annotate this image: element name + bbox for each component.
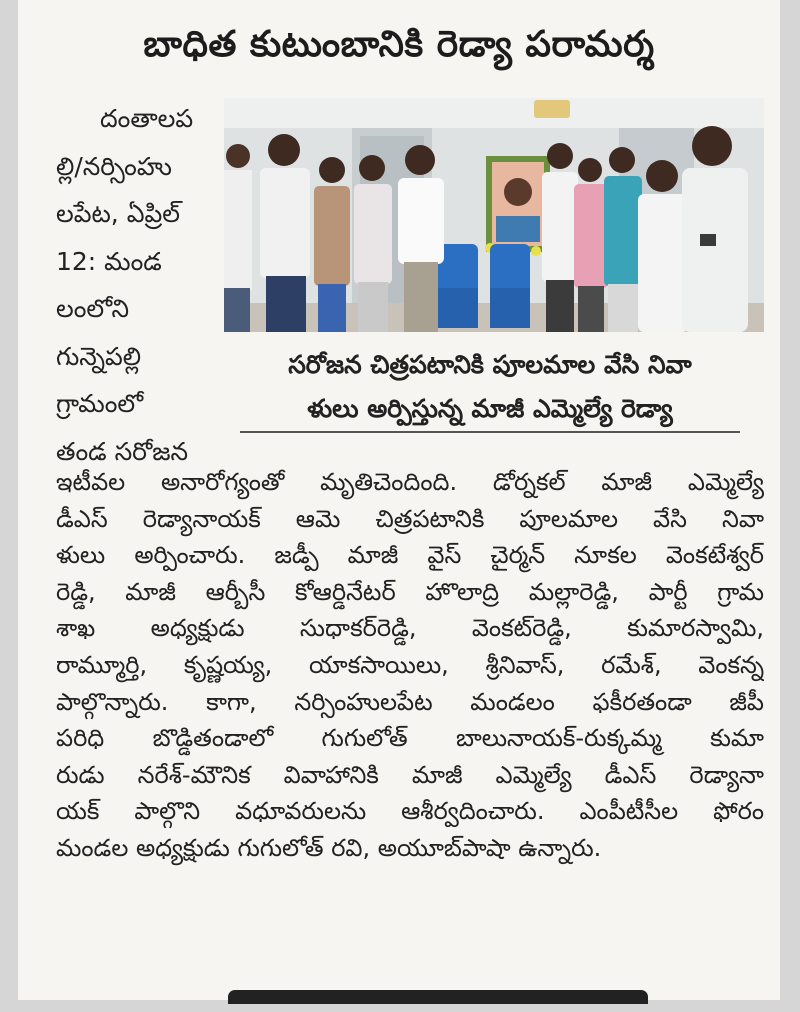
lead-line: తండ సరోజన	[56, 436, 189, 466]
article-body	[56, 464, 764, 867]
photo-caption	[240, 343, 740, 433]
body-line: పాల్గొన్నారు. కాగా, నర్సింహులపేట మండలం ఫకీరతండా జీపీ	[56, 687, 764, 716]
caption-line: ళులు అర్పిస్తున్న మాజీ ఎమ్మెల్యే రెడ్యా	[307, 394, 673, 423]
lead-line: గ్రామంలో	[56, 389, 144, 418]
lead-line: దంతాలప	[100, 104, 194, 133]
article-headline: బాధిత కుటుంబానికి రెడ్యా పరామర్శ	[143, 24, 655, 65]
news-photo-illustration	[224, 98, 764, 332]
body-line: మండల అధ్యక్షుడు గుగులోత్ రవి, అయూబ్‌పాషా ఉన్నారు.	[56, 833, 602, 862]
lead-line: గున్నెపల్లి	[56, 341, 142, 371]
lead-column	[56, 95, 234, 475]
body-line: రెడ్డి, మాజీ ఆర్బీసీ కోఆర్డినేటర్ హొలాద్రి మల్లారెడ్డి, పార్టీ గ్రామ	[56, 577, 764, 606]
lead-line: లపేట, ఏప్రిల్	[56, 199, 180, 228]
body-line: రామ్మూర్తి, కృష్ణయ్య, యాకసాయిలు, శ్రీనివాస్, రమేశ్, వెంకన్న	[56, 650, 764, 679]
next-article-headline-fragment	[228, 982, 648, 1012]
body-line: ఇటీవల అనారోగ్యంతో మృతిచెందింది. డోర్నకల్ మాజీ ఎమ్మెల్యే	[56, 468, 764, 496]
body-line: రుడు నరేశ్-మౌనిక వివాహానికి మాజీ ఎమ్మెల్యే డీఎస్ రెడ్యానా	[56, 760, 764, 789]
body-line: డీఎస్ రెడ్యానాయక్ ఆమె చిత్రపటానికి పూలమాల వేసి నివా	[56, 504, 764, 533]
news-photo	[224, 98, 764, 332]
body-line: శాఖ అధ్యక్షుడు సుధాకర్‌రెడ్డి, వెంకట్‌రెడ్డి, కుమారస్వామి,	[56, 614, 764, 643]
newspaper-clipping	[18, 0, 780, 1000]
lead-line: ల్లి/నర్సింహు	[56, 151, 172, 181]
body-line: యక్ పాల్గొని వధూవరులను ఆశీర్వదించారు. ఎంపీటీసీల ఫోరం	[56, 797, 764, 826]
lead-line: 12: మండ	[56, 246, 162, 276]
lead-line: లంలోని	[56, 294, 130, 323]
body-line: ళులు అర్పించారు. జడ్పీ మాజీ వైస్ చైర్మన్ నూకల వెంకటేశ్వర్	[56, 541, 764, 570]
body-line: పరిధి బొడ్డితండాలో గుగులోత్ బాలునాయక్-రుక్కమ్మ కుమా	[56, 724, 764, 753]
caption-line: సరోజన చిత్రపటానికి పూలమాల వేసి నివా	[288, 350, 692, 379]
